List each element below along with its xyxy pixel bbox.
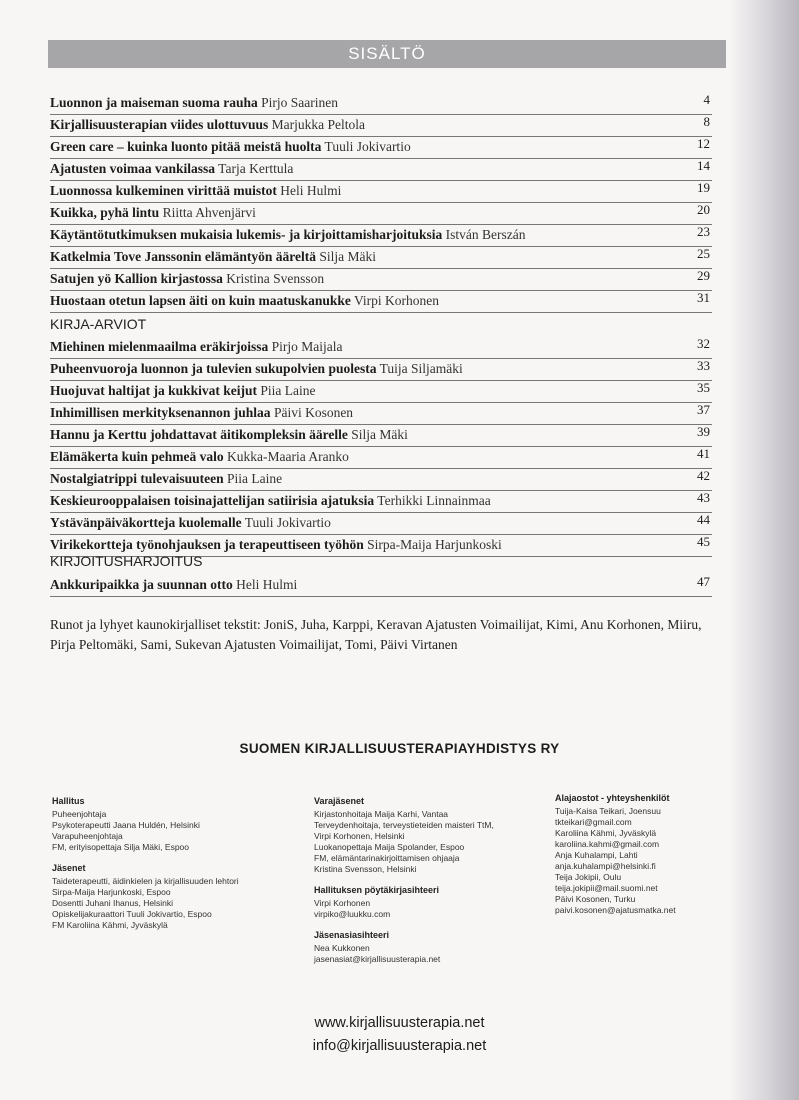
toc-row — [50, 291, 712, 313]
article-title: Kuikka, pyhä lintu — [50, 205, 160, 220]
article-author: Heli Hulmi — [236, 577, 298, 592]
article-author: Tuuli Jokivartio — [244, 515, 331, 530]
page-number: 44 — [697, 512, 710, 527]
board-line: Psykoterapeutti Jaana Huldén, Helsinki — [52, 820, 200, 830]
contact-email[interactable]: teija.jokipii@mail.suomi.net — [555, 883, 658, 893]
article-title: Katkelmia Tove Janssonin elämäntyön ääreltä — [50, 249, 317, 264]
contact-line: Karoliina Kähmi, Jyväskylä — [555, 828, 657, 838]
exercise-heading: KIRJOITUSHARJOITUS — [50, 553, 203, 569]
article-author: Kristina Svensson — [226, 271, 325, 286]
article-title: Satujen yö Kallion kirjastossa — [50, 271, 223, 286]
toc-row — [50, 203, 712, 225]
contact-email[interactable]: anja.kuhalampi@helsinki.fi — [555, 861, 656, 871]
contact-email[interactable]: paivi.kosonen@ajatusmatka.net — [555, 905, 676, 915]
page-number: 25 — [697, 246, 710, 261]
contact-line: Päivi Kosonen, Turku — [555, 894, 636, 904]
membership-heading: Jäsenasiasihteeri — [314, 930, 390, 940]
membership-email[interactable]: jasenasiat@kirjallisuusterapia.net — [314, 954, 441, 964]
page-number: 4 — [703, 92, 710, 107]
secretary-heading: Hallituksen pöytäkirjasihteeri — [314, 885, 440, 895]
page-number: 43 — [697, 490, 710, 505]
membership-line: Nea Kukkonen — [314, 943, 370, 953]
toc-row — [50, 403, 712, 425]
article-title: Ajatusten voimaa vankilassa — [50, 161, 216, 176]
members-heading: Jäsenet — [52, 863, 86, 873]
article-author: Heli Hulmi — [280, 183, 342, 198]
article-title: Elämäkerta kuin pehmeä valo — [50, 449, 224, 464]
article-author: Silja Mäki — [319, 249, 377, 264]
toc-row — [50, 269, 712, 291]
reviews-list — [50, 337, 712, 557]
toc-row — [50, 225, 712, 247]
toc-row — [50, 93, 712, 115]
article-author: Tuuli Jokivartio — [324, 139, 411, 154]
article-author: Pirjo Maijala — [271, 339, 343, 354]
article-title: Luonnossa kulkeminen virittää muistot — [50, 183, 277, 198]
deputies-line: Luokanopettaja Maija Spolander, Espoo — [314, 842, 465, 852]
article-author: Virpi Korhonen — [353, 293, 440, 308]
article-author: Marjukka Peltola — [271, 117, 366, 132]
article-title: Luonnon ja maiseman suoma rauha — [50, 95, 258, 110]
article-author: Pirjo Saarinen — [261, 95, 339, 110]
article-title: Huostaan otetun lapsen äiti on kuin maatuskanukke — [50, 293, 351, 308]
article-title: Hannu ja Kerttu johdattavat äitikompleksin äärelle — [50, 427, 348, 442]
page-number: 45 — [697, 534, 710, 549]
page-number: 19 — [697, 180, 710, 195]
deputies-heading: Varajäsenet — [314, 796, 365, 806]
page-number: 47 — [697, 574, 710, 589]
article-author: Sirpa-Maija Harjunkoski — [367, 537, 502, 552]
members-line: Opiskelijakuraattori Tuuli Jokivartio, Espoo — [52, 909, 212, 919]
page-number: 33 — [697, 358, 710, 373]
reviews-heading: KIRJA-ARVIOT — [50, 316, 147, 332]
page-number: 32 — [697, 336, 710, 351]
article-author: Piia Laine — [227, 471, 283, 486]
members-line: Taideterapeutti, äidinkielen ja kirjallisuuden lehtori — [52, 876, 239, 886]
page-number: 41 — [697, 446, 710, 461]
toc-row — [50, 115, 712, 137]
members-line: Dosentti Juhani Ihanus, Helsinki — [52, 898, 173, 908]
article-author: Piia Laine — [260, 383, 316, 398]
article-title: Huojuvat haltijat ja kukkivat keijut — [50, 383, 258, 398]
page-number: 8 — [703, 114, 710, 129]
article-author: Tarja Kerttula — [218, 161, 294, 176]
page-number: 20 — [697, 202, 710, 217]
toc-row — [50, 447, 712, 469]
toc-row — [50, 137, 712, 159]
article-author: István Berszán — [445, 227, 526, 242]
contact-line: Tuija-Kaisa Teikari, Joensuu — [555, 806, 661, 816]
toc-row — [50, 181, 712, 203]
deputies-line: Kristina Svensson, Helsinki — [314, 864, 417, 874]
toc-row — [50, 381, 712, 403]
article-author: Kukka-Maaria Aranko — [227, 449, 349, 464]
subsections-heading: Alajaostot - yhteyshenkilöt — [555, 793, 670, 803]
contents-banner: SISÄLTÖ — [48, 40, 726, 68]
members-line: FM Karoliina Kähmi, Jyväskylä — [52, 920, 168, 930]
contact-line: Teija Jokipii, Oulu — [555, 872, 622, 882]
association-name: SUOMEN KIRJALLISUUSTERAPIAYHDISTYS RY — [239, 741, 560, 756]
page-number: 39 — [697, 424, 710, 439]
article-title: Green care – kuinka luonto pitää meistä huolta — [50, 139, 322, 154]
board-heading: Hallitus — [52, 796, 85, 806]
article-title: Käytäntötutkimuksen mukaisia lukemis- ja kirjoittamisharjoituksia — [50, 227, 443, 242]
article-title: Nostalgiatrippi tulevaisuuteen — [50, 471, 224, 486]
article-title: Inhimillisen merkityksenannon juhlaa — [50, 405, 271, 420]
article-author: Terhikki Linnainmaa — [377, 493, 491, 508]
toc-row — [50, 513, 712, 535]
page-number: 12 — [697, 136, 710, 151]
secretary-email[interactable]: virpiko@luukku.com — [314, 909, 391, 919]
deputies-line: Terveydenhoitaja, terveystieteiden maisteri TtM, — [314, 820, 494, 830]
article-title: Ystävänpäiväkortteja kuolemalle — [50, 515, 242, 530]
email-link[interactable]: info@kirjallisuusterapia.net — [312, 1038, 487, 1054]
contents-list — [50, 93, 712, 313]
article-author: Tuija Siljamäki — [379, 361, 463, 376]
toc-row — [50, 575, 712, 597]
contact-email[interactable]: tkteikari@gmail.com — [555, 817, 632, 827]
article-author: Riitta Ahvenjärvi — [162, 205, 256, 220]
contact-email[interactable]: karoliina.kahmi@gmail.com — [555, 839, 660, 849]
toc-row — [50, 159, 712, 181]
article-title: Miehinen mielenmaailma eräkirjoissa — [50, 339, 269, 354]
toc-row — [50, 247, 712, 269]
toc-row — [50, 491, 712, 513]
article-title: Puheenvuoroja luonnon ja tulevien sukupolvien puolesta — [50, 361, 377, 376]
toc-row — [50, 469, 712, 491]
deputies-line: FM, elämäntarinakirjoittamisen ohjaaja — [314, 853, 460, 863]
page-number: 37 — [697, 402, 710, 417]
toc-row — [50, 425, 712, 447]
page-number: 35 — [697, 380, 710, 395]
members-line: Sirpa-Maija Harjunkoski, Espoo — [52, 887, 171, 897]
article-title: Keskieurooppalaisen toisinajattelijan satiirisia ajatuksia — [50, 493, 375, 508]
deputies-line: Virpi Korhonen, Helsinki — [314, 831, 405, 841]
article-title: Ankkuripaikka ja suunnan otto — [50, 577, 233, 592]
deputies-line: Kirjastonhoitaja Maija Karhi, Vantaa — [314, 809, 449, 819]
page-edge-shadow — [729, 0, 799, 1100]
page-number: 31 — [697, 290, 710, 305]
website-link[interactable]: www.kirjallisuusterapia.net — [314, 1015, 485, 1031]
contact-line: Anja Kuhalampi, Lahti — [555, 850, 638, 860]
page-number: 23 — [697, 224, 710, 239]
article-title: Virikekortteja työnohjauksen ja terapeuttiseen työhön — [50, 537, 364, 552]
page-number: 29 — [697, 268, 710, 283]
article-author: Päivi Kosonen — [273, 405, 354, 420]
secretary-line: Virpi Korhonen — [314, 898, 371, 908]
subsections-column — [555, 793, 725, 916]
article-title: Kirjallisuusterapian viides ulottuvuus — [50, 117, 269, 132]
toc-row — [50, 337, 712, 359]
article-author: Silja Mäki — [351, 427, 408, 442]
toc-row — [50, 359, 712, 381]
page-number: 42 — [697, 468, 710, 483]
deputies-column — [314, 796, 544, 965]
page-number: 14 — [697, 158, 710, 173]
board-line: FM, erityisopettaja Silja Mäki, Espoo — [52, 842, 189, 852]
credits-text: Runot ja lyhyet kaunokirjalliset tekstit: JoniS, Juha, Karppi, Keravan Ajatusten Voimailijat, Kimi, Anu Korhonen, Miiru, Pirja Peltomäki, Sami, Sukevan Ajatusten Voimailijat, Tomi, Päivi Virtanen — [50, 617, 702, 652]
exercise-list — [50, 575, 712, 597]
board-line: Puheenjohtaja — [52, 809, 107, 819]
board-column — [52, 796, 292, 931]
board-line: Varapuheenjohtaja — [52, 831, 123, 841]
